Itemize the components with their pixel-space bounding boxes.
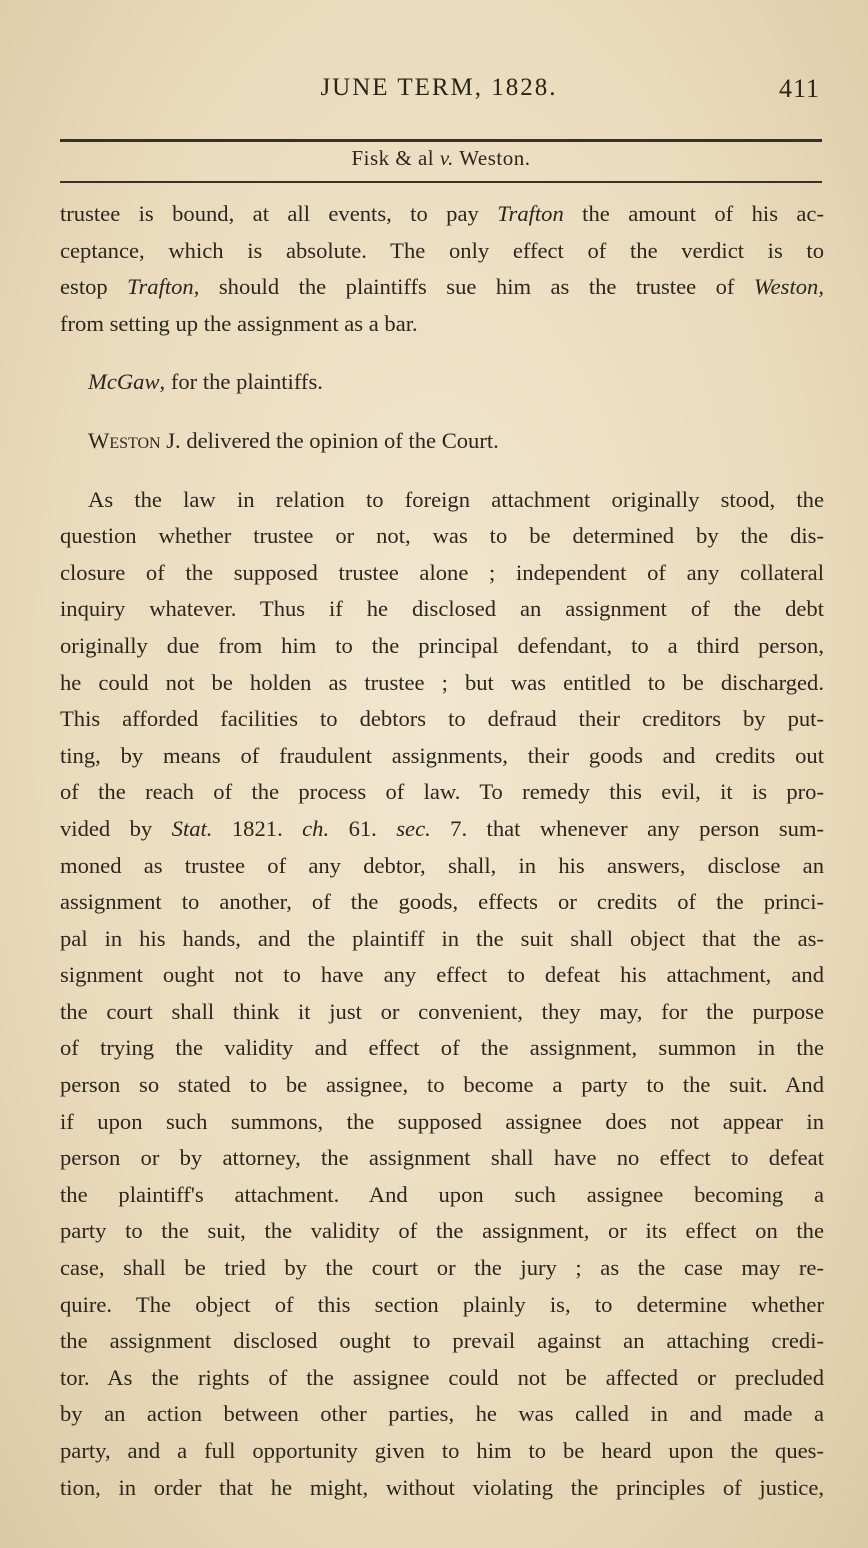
case-defendant: Weston. — [459, 146, 531, 170]
text-line: the court shall think it just or convenient, they may, for the purpose — [60, 998, 824, 1024]
text-run: , — [818, 274, 825, 300]
header-rule-top — [60, 139, 822, 142]
text-run: 61. — [329, 815, 397, 841]
text-run: the amount of his ac- — [563, 201, 824, 226]
page-number: 411 — [778, 74, 820, 103]
text-line: person or by attorney, the assignment shall have no effect to defeat — [60, 1145, 824, 1171]
text-run: J. delivered the opinion of the Court. — [160, 427, 499, 453]
text-run: estop — [60, 274, 128, 300]
paragraph-gap — [60, 401, 824, 423]
text-run: , for the plaintiffs. — [159, 369, 323, 395]
text-line: tion, in order that he might, without violating the principles of justice, — [60, 1474, 824, 1500]
counsel-name: McGaw — [88, 369, 160, 395]
text-line: closure of the supposed trustee alone ; independent of any collateral — [60, 559, 824, 585]
running-title: JUNE TERM, 1828. — [320, 74, 558, 101]
text-line: question whether trustee or not, was to be determined by the dis- — [60, 523, 824, 549]
italic-citation: sec. — [396, 815, 431, 841]
text-line: ceptance, which is absolute. The only effect of the verdict is to — [60, 237, 824, 263]
text-line: person so stated to be assignee, to become a party to the suit. And — [60, 1072, 824, 1098]
text-run: , should the plaintiffs sue him as the trustee of — [193, 274, 754, 300]
text-line: the plaintiff's attachment. And upon such assignee becoming a — [60, 1181, 824, 1207]
running-head — [58, 74, 820, 108]
italic-name: Trafton — [127, 274, 194, 300]
italic-citation: ch. — [302, 815, 330, 841]
text-line: of trying the validity and effect of the assignment, summon in the — [60, 1035, 824, 1061]
text-line: by an action between other parties, he was called in and made a — [60, 1401, 824, 1427]
argument-paragraph — [60, 196, 824, 342]
text-line: quire. The object of this section plainly is, to determine whether — [60, 1291, 824, 1317]
text-line: This afforded facilities to debtors to defraud their creditors by put- — [60, 706, 824, 732]
counsel-line — [60, 364, 824, 401]
text-line — [60, 423, 824, 460]
text-line: originally due from him to the principal defendant, to a third person, — [60, 632, 824, 658]
header-rule-bottom — [60, 181, 822, 183]
opinion-intro — [60, 423, 824, 460]
text-line: moned as trustee of any debtor, shall, in his answers, disclose an — [60, 852, 824, 878]
text-run: 1821. — [212, 815, 303, 841]
italic-name: Weston — [753, 274, 819, 300]
text-line: from setting up the assignment as a bar. — [60, 310, 418, 336]
text-line — [60, 811, 824, 848]
text-line: tor. As the rights of the assignee could not be affected or precluded — [60, 1364, 824, 1390]
text-line: of the reach of the process of law. To remedy this evil, it is pro- — [60, 779, 824, 805]
text-run: trustee is bound, at all events, to pay — [60, 201, 498, 226]
judge-name: Weston — [88, 427, 161, 453]
text-line: party, and a full opportunity given to him to be heard upon the ques- — [60, 1438, 824, 1463]
text-line — [60, 364, 824, 401]
text-line — [60, 196, 824, 233]
text-line: he could not be holden as trustee ; but was entitled to be discharged. — [60, 669, 824, 695]
text-line: party to the suit, the validity of the assignment, or its effect on the — [60, 1218, 824, 1244]
text-run: 7. that whenever any person sum- — [430, 815, 825, 841]
text-line: signment ought not to have any effect to defeat his attachment, and — [60, 962, 824, 988]
case-title — [60, 146, 822, 171]
text-line: the assignment disclosed ought to prevail against an attaching credi- — [60, 1328, 824, 1354]
text-line: assignment to another, of the goods, effects or credits of the princi- — [60, 889, 824, 915]
paragraph-gap — [60, 460, 824, 482]
case-versus: v. — [439, 146, 454, 170]
text-line: As the law in relation to foreign attachment originally stood, the — [88, 486, 824, 512]
text-line — [60, 269, 824, 306]
text-line: pal in his hands, and the plaintiff in the suit shall object that the as- — [60, 925, 824, 951]
opinion-paragraph — [60, 482, 824, 1507]
text-line: case, shall be tried by the court or the jury ; as the case may re- — [60, 1255, 824, 1281]
italic-citation: Stat. — [171, 815, 213, 841]
paragraph-gap — [60, 342, 824, 364]
case-plaintiff: Fisk & al — [351, 146, 435, 170]
text-line: inquiry whatever. Thus if he disclosed an assignment of the debt — [60, 596, 824, 622]
text-line: ting, by means of fraudulent assignments, their goods and credits out — [60, 742, 824, 768]
italic-name: Trafton — [497, 201, 564, 226]
text-line: if upon such summons, the supposed assignee does not appear in — [60, 1108, 824, 1134]
text-run: vided by — [60, 815, 172, 841]
page-body — [60, 196, 824, 1506]
